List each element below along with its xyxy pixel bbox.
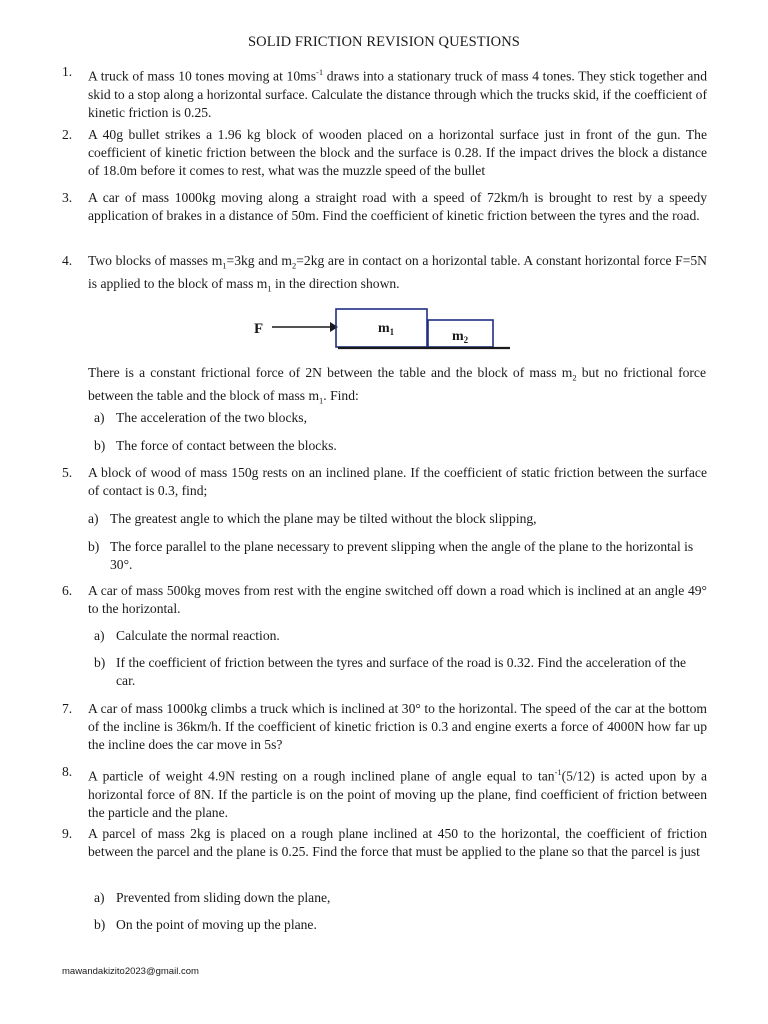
question-6-part-b bbox=[94, 654, 704, 690]
question-5-part-b bbox=[88, 538, 698, 574]
question-4 bbox=[62, 252, 707, 297]
question-number: 3. bbox=[62, 190, 73, 205]
part-text: Prevented from sliding down the plane, bbox=[116, 890, 331, 905]
question-text: A car of mass 500kg moves from rest with the engine switched off down a road which is inclined at an angle 49° to the horizontal. bbox=[88, 583, 707, 616]
question-number: 5. bbox=[62, 465, 73, 480]
question-number: 1. bbox=[62, 64, 73, 79]
question-4-part-a bbox=[94, 409, 704, 427]
question-text: A block of wood of mass 150g rests on an inclined plane. If the coefficient of static friction between the surface of contact is 0.3, find; bbox=[88, 465, 707, 498]
question-text bbox=[88, 763, 707, 822]
text-part: There is a constant frictional force of 2N between the table and the block of mass m bbox=[88, 365, 573, 380]
text-part: in the direction shown. bbox=[271, 275, 400, 291]
text-part: . Find: bbox=[323, 387, 359, 403]
footer-email: mawandakizito2023@gmail.com bbox=[62, 966, 199, 977]
question-1 bbox=[62, 63, 707, 122]
subscript: 2 bbox=[292, 260, 297, 271]
part-text: If the coefficient of friction between the tyres and surface of the road is 0.32. Find the acceleration of the car. bbox=[116, 655, 687, 688]
question-text bbox=[88, 63, 707, 122]
text-part: draws into a stationary truck of mass 4 tones. They stick together and skid to a stop along a horizontal surface. Calculate the distance through which the trucks skid, if the coefficient of kinetic friction is 0.25. bbox=[88, 68, 707, 120]
text-part: =2kg are in contact on a horizontal table. A constant horizontal force F=5N is applied to the block of mass m bbox=[88, 253, 707, 291]
part-text: The force of contact between the blocks. bbox=[116, 438, 337, 453]
blocks-diagram bbox=[240, 300, 520, 356]
part-label: b) bbox=[88, 539, 100, 554]
part-label: a) bbox=[88, 511, 99, 526]
subscript: 1 bbox=[222, 260, 227, 271]
question-text: A 40g bullet strikes a 1.96 kg block of wooden placed on a horizontal surface just in front of the gun. The coefficient of kinetic friction between the block and the surface is 0.28. If the impact drives the block a distance of 18.0m before it comes to rest, what was the muzzle speed of the bullet bbox=[88, 127, 707, 178]
text-part: A particle of weight 4.9N resting on a rough inclined plane of angle equal to tan bbox=[88, 768, 555, 784]
question-4-part-b bbox=[94, 437, 704, 455]
part-text: On the point of moving up the plane. bbox=[116, 917, 317, 932]
part-text: Calculate the normal reaction. bbox=[116, 628, 280, 643]
text-part: Two blocks of masses m bbox=[88, 253, 223, 268]
superscript: -1 bbox=[554, 767, 562, 777]
question-text: A car of mass 1000kg climbs a truck which is inclined at 30° to the horizontal. The speed of the car at the bottom of the incline is 36km/h. If the coefficient of kinetic friction is 0.3 and engine exerts a force of 4000N how far up the incline does the car move in 5s? bbox=[88, 701, 707, 752]
question-number: 4. bbox=[62, 253, 73, 268]
question-text: A parcel of mass 2kg is placed on a rough plane inclined at 450 to the horizontal, the coefficient of friction between the parcel and the plane is 0.25. Find the force that must be applied to the plane so that the parcel is just bbox=[88, 826, 707, 859]
question-2 bbox=[62, 126, 707, 180]
block-m2-label: $m_2$ bbox=[452, 329, 469, 345]
question-7 bbox=[62, 700, 707, 754]
question-9-part-a bbox=[94, 889, 704, 907]
question-9-part-b bbox=[94, 916, 704, 934]
question-3 bbox=[62, 189, 707, 225]
question-number: 6. bbox=[62, 583, 73, 598]
part-label: a) bbox=[94, 890, 105, 905]
part-text: The force parallel to the plane necessary to prevent slipping when the angle of the plane to the horizontal is 30°. bbox=[110, 539, 694, 572]
part-label: b) bbox=[94, 917, 106, 932]
part-label: b) bbox=[94, 438, 106, 453]
part-label: a) bbox=[94, 410, 105, 425]
question-number: 2. bbox=[62, 127, 73, 142]
subscript: 1 bbox=[267, 283, 272, 294]
part-label: a) bbox=[94, 628, 105, 643]
question-number: 8. bbox=[62, 764, 73, 779]
question-4-continuation bbox=[88, 364, 706, 409]
question-6-part-a bbox=[94, 627, 704, 645]
question-number: 7. bbox=[62, 701, 73, 716]
question-8 bbox=[62, 763, 707, 822]
subscript: 1 bbox=[319, 395, 324, 406]
question-5 bbox=[62, 464, 707, 500]
question-6 bbox=[62, 582, 707, 618]
page-title: SOLID FRICTION REVISION QUESTIONS bbox=[248, 34, 520, 50]
part-text: The acceleration of the two blocks, bbox=[116, 410, 307, 425]
part-text: The greatest angle to which the plane may be tilted without the block slipping, bbox=[110, 511, 537, 526]
text-part: =3kg and m bbox=[226, 253, 292, 268]
text-part: A truck of mass 10 tones moving at 10ms bbox=[88, 68, 317, 84]
force-label: F bbox=[254, 321, 264, 337]
superscript: -1 bbox=[316, 67, 324, 77]
text-part: (5/12) is acted upon by a horizontal force of 8N. If the particle is on the point of moving up the plane, find coefficient of friction between the particle and the plane. bbox=[88, 768, 707, 820]
question-text bbox=[88, 252, 707, 297]
question-text: A car of mass 1000kg moving along a straight road with a speed of 72km/h is brought to rest by a speedy application of brakes in a distance of 50m. Find the coefficient of kinetic friction between the tyres and the road. bbox=[88, 190, 707, 223]
block-m1-label: $m_1$ bbox=[378, 321, 395, 337]
subscript: 2 bbox=[572, 372, 577, 383]
part-label: b) bbox=[94, 655, 106, 670]
question-9 bbox=[62, 825, 707, 861]
text-part: but no frictional force between the table and the block of mass m bbox=[88, 365, 706, 403]
question-number: 9. bbox=[62, 826, 73, 841]
question-5-part-a bbox=[88, 510, 698, 528]
